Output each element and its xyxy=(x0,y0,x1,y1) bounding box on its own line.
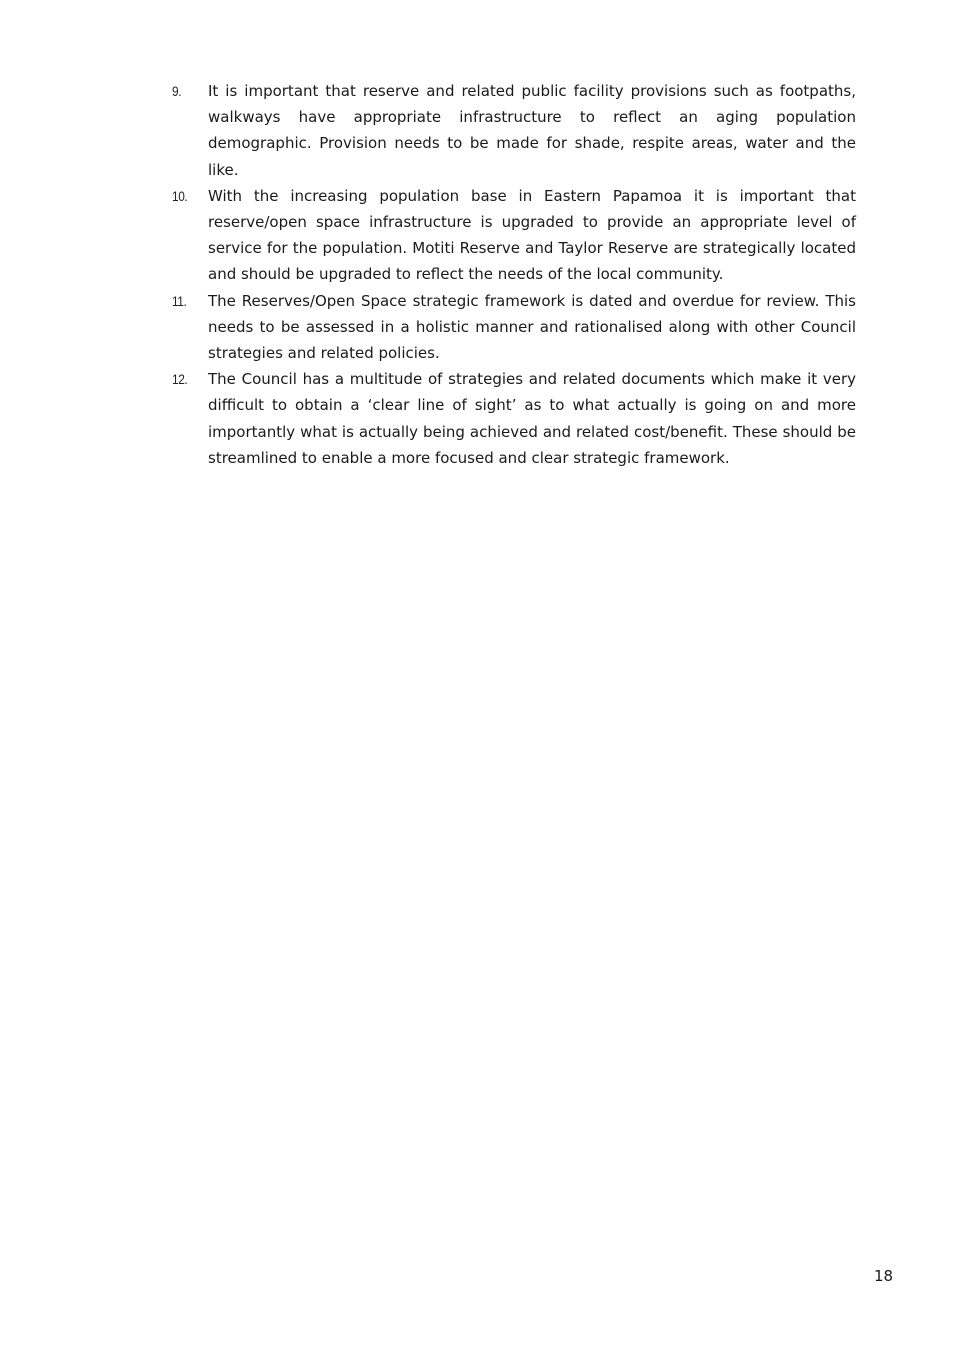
list-item-text: The Reserves/Open Space strategic framework is dated and overdue for review. This needs to be assessed in a holistic manner and rationalised along with other Council strategies and related policies. xyxy=(208,291,856,363)
page-number: 18 xyxy=(874,1267,894,1285)
list-item xyxy=(172,78,856,183)
list-item-number: 12. xyxy=(172,371,188,388)
list-item-number: 9. xyxy=(172,83,182,99)
numbered-list xyxy=(172,78,856,471)
list-item-number: 10. xyxy=(172,187,188,204)
list-item xyxy=(172,366,856,471)
list-item xyxy=(172,183,856,288)
list-item-text: It is important that reserve and related public facility provisions such as footpaths, walkways have appropriate infrastructure to reflect an aging population demographic. Provision needs to be made for shade, respite areas, water and the like. xyxy=(208,82,856,179)
list-item-text: With the increasing population base in Eastern Papamoa it is important that reserve/open space infrastructure is upgraded to provide an appropriate level of service for the population. Motiti Reserve and Taylor Reserve are strategically located and should be upgraded to reflect the needs of the local community. xyxy=(208,186,856,284)
list-item-number: 11. xyxy=(172,292,187,309)
list-item xyxy=(172,288,856,367)
list-item-text: The Council has a multitude of strategies and related documents which make it very difficult to obtain a ‘clear line of sight’ as to what actually is going on and more importantly what is actually being achieved and related cost/benefit. These should be streamlined to enable a more focused and clear strategic framework. xyxy=(208,370,856,467)
